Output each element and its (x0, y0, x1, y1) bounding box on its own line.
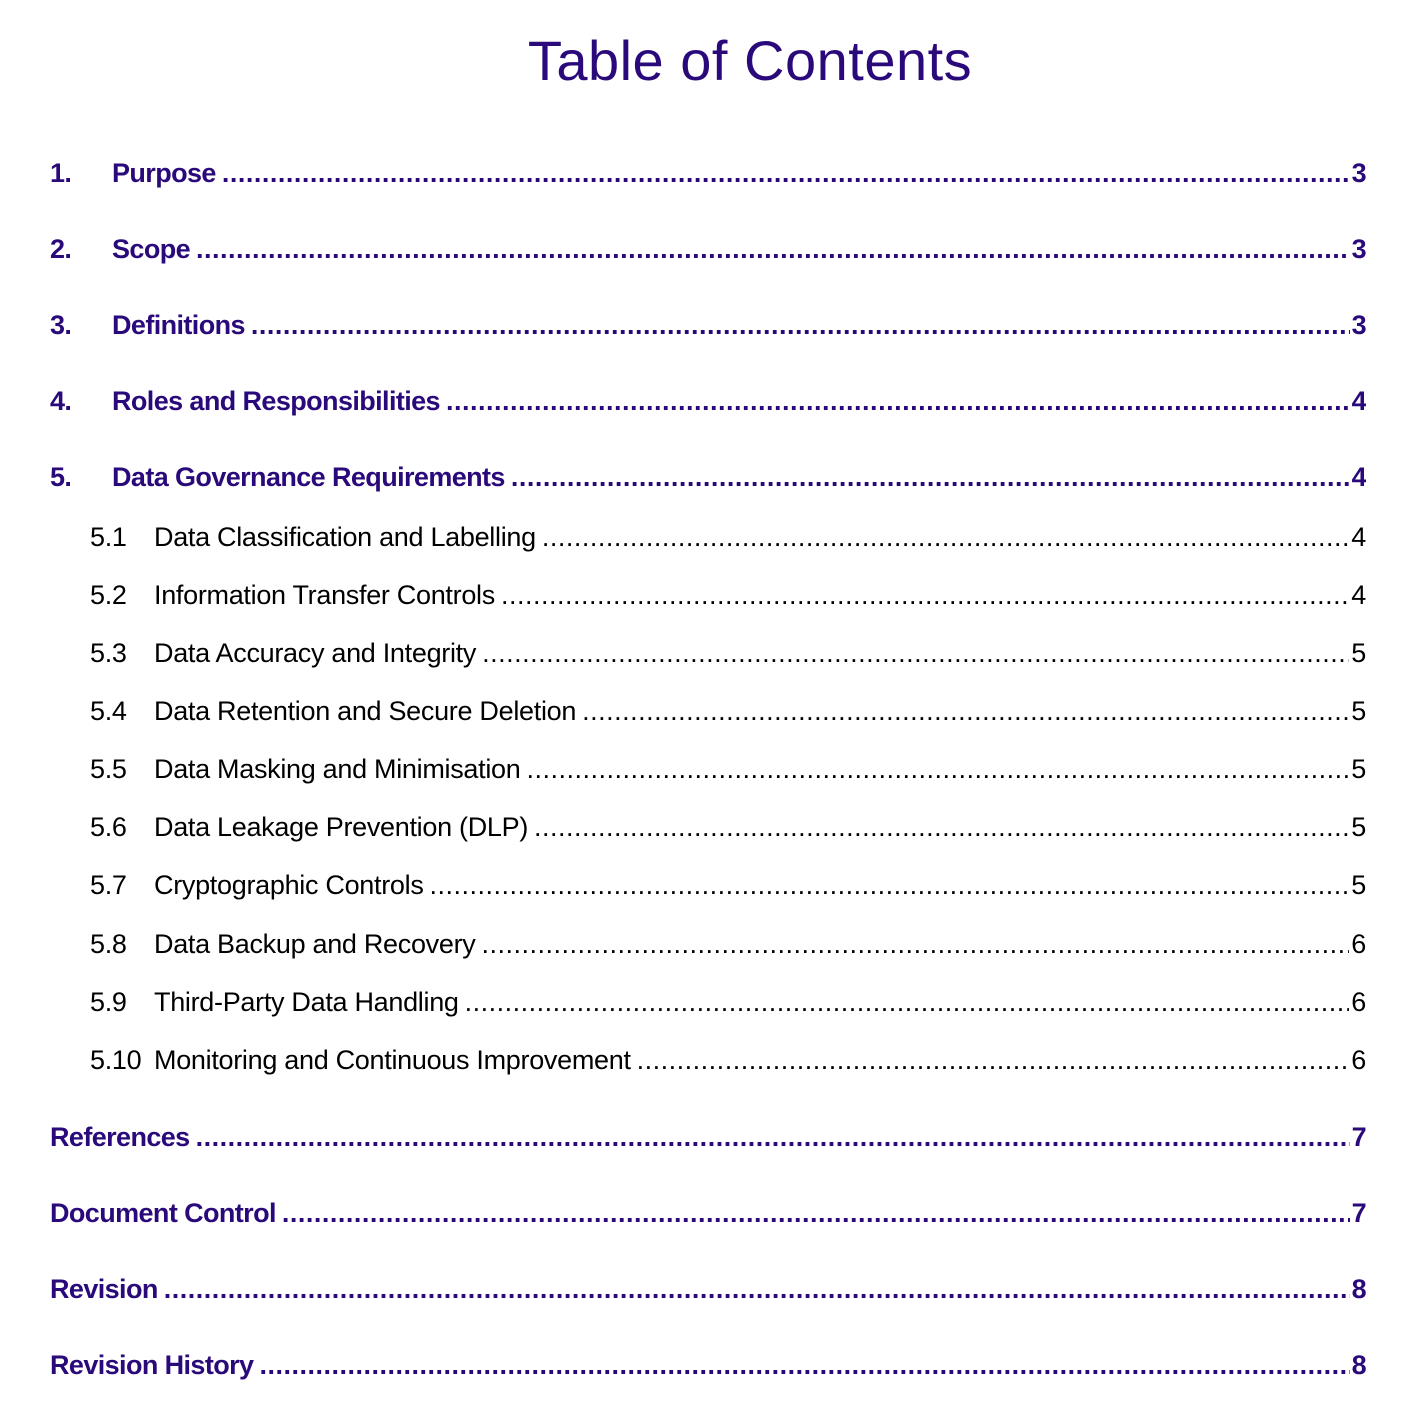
toc-entry-5-6[interactable] (90, 812, 1366, 843)
toc-entry-label: Document Control (50, 1198, 276, 1228)
toc-entry-label: Definitions (112, 310, 245, 340)
toc-entry-label: Data Retention and Secure Deletion (154, 696, 577, 726)
toc-dot-leader (196, 234, 1350, 265)
toc-entry-number: 2. (50, 234, 72, 264)
toc-entry-5-7[interactable] (90, 870, 1366, 901)
toc-entry-number: 1. (50, 158, 72, 188)
toc-entry-page: 5 (1351, 870, 1366, 900)
toc-entry-label: Scope (112, 234, 191, 264)
toc-entry-5-5[interactable] (90, 754, 1366, 785)
toc-entry-number: 3. (50, 310, 72, 340)
toc-entry-label: Data Accuracy and Integrity (154, 638, 477, 668)
toc-dot-leader (430, 870, 1350, 901)
toc-entry-label: Roles and Responsibilities (112, 386, 440, 416)
toc-entry-number: 5.9 (90, 987, 127, 1017)
toc-entry-number: 5. (50, 462, 72, 492)
toc-entry-revision[interactable] (50, 1274, 1366, 1305)
page-title: Table of Contents (527, 29, 973, 92)
toc-dot-leader (534, 812, 1349, 843)
toc-entry-label: Purpose (112, 158, 216, 188)
toc-entry-label: Data Masking and Minimisation (154, 754, 521, 784)
toc-entry-page: 7 (1351, 1198, 1366, 1228)
toc-entry-references[interactable] (50, 1122, 1366, 1153)
toc-entry-label: References (50, 1122, 190, 1152)
toc-entry-purpose[interactable] (50, 158, 1366, 189)
toc-entry-number: 5.10 (90, 1045, 142, 1075)
toc-entry-number: 5.3 (90, 638, 127, 668)
toc-entry-roles[interactable] (50, 386, 1366, 417)
toc-entry-number: 5.4 (90, 696, 127, 726)
toc-entry-page: 3 (1351, 158, 1366, 188)
toc-dot-leader (637, 1045, 1350, 1076)
toc-dot-leader (282, 1198, 1350, 1229)
toc-dot-leader (582, 696, 1349, 727)
toc-entry-data-governance[interactable] (50, 462, 1366, 493)
toc-entry-page: 5 (1351, 754, 1366, 784)
toc-dot-leader (481, 929, 1349, 960)
toc-entry-page: 6 (1351, 987, 1366, 1017)
toc-entry-label: Third-Party Data Handling (154, 987, 459, 1017)
toc-entry-number: 5.6 (90, 812, 127, 842)
toc-entry-label: Data Governance Requirements (112, 462, 505, 492)
toc-entry-5-4[interactable] (90, 696, 1366, 727)
toc-entry-label: Revision History (50, 1350, 254, 1380)
toc-entry-page: 6 (1351, 1045, 1366, 1075)
toc-dot-leader (511, 462, 1350, 493)
toc-entry-number: 5.8 (90, 929, 127, 959)
toc-dot-leader (542, 522, 1349, 553)
toc-entry-label: Information Transfer Controls (154, 580, 495, 610)
toc-entry-number: 5.5 (90, 754, 127, 784)
toc-entry-5-2[interactable] (90, 580, 1366, 611)
toc-entry-number: 5.7 (90, 870, 127, 900)
toc-entry-5-9[interactable] (90, 987, 1366, 1018)
toc-dot-leader (482, 638, 1349, 669)
toc-entry-label: Data Classification and Labelling (154, 522, 536, 552)
toc-dot-leader (501, 580, 1349, 611)
toc-entry-label: Monitoring and Continuous Improvement (154, 1045, 631, 1075)
toc-entry-page: 5 (1351, 812, 1366, 842)
toc-entry-5-1[interactable] (90, 522, 1366, 553)
toc-entry-page: 3 (1351, 234, 1366, 264)
toc-entry-revision-history[interactable] (50, 1350, 1366, 1381)
toc-entry-scope[interactable] (50, 234, 1366, 265)
toc-entry-label: Data Backup and Recovery (154, 929, 476, 959)
toc-entry-page: 8 (1351, 1350, 1366, 1380)
toc-entry-page: 6 (1351, 929, 1366, 959)
toc-dot-leader (259, 1350, 1349, 1381)
toc-entry-page: 8 (1351, 1274, 1366, 1304)
toc-entry-label: Data Leakage Prevention (DLP) (154, 812, 529, 842)
toc-dot-leader (164, 1274, 1350, 1305)
toc-dot-leader (251, 310, 1350, 341)
toc-entry-5-3[interactable] (90, 638, 1366, 669)
toc-entry-page: 4 (1351, 580, 1366, 610)
toc-dot-leader (526, 754, 1349, 785)
toc-dot-leader (465, 987, 1350, 1018)
toc-entry-5-8[interactable] (90, 929, 1366, 960)
toc-entry-document-control[interactable] (50, 1198, 1366, 1229)
toc-entry-definitions[interactable] (50, 310, 1366, 341)
toc-dot-leader (446, 386, 1350, 417)
toc-entry-page: 5 (1351, 696, 1366, 726)
toc-entry-page: 7 (1351, 1122, 1366, 1152)
toc-dot-leader (222, 158, 1350, 189)
toc-entry-label: Revision (50, 1274, 158, 1304)
toc-entry-page: 5 (1351, 638, 1366, 668)
toc-dot-leader (196, 1122, 1350, 1153)
toc-entry-page: 4 (1351, 386, 1366, 416)
toc-entry-page: 4 (1351, 462, 1366, 492)
toc-entry-number: 5.1 (90, 522, 127, 552)
toc-entry-label: Cryptographic Controls (154, 870, 424, 900)
toc-entry-5-10[interactable] (90, 1045, 1366, 1076)
toc-entry-number: 4. (50, 386, 72, 416)
toc-entry-number: 5.2 (90, 580, 127, 610)
toc-entry-page: 3 (1351, 310, 1366, 340)
toc-entry-page: 4 (1351, 522, 1366, 552)
